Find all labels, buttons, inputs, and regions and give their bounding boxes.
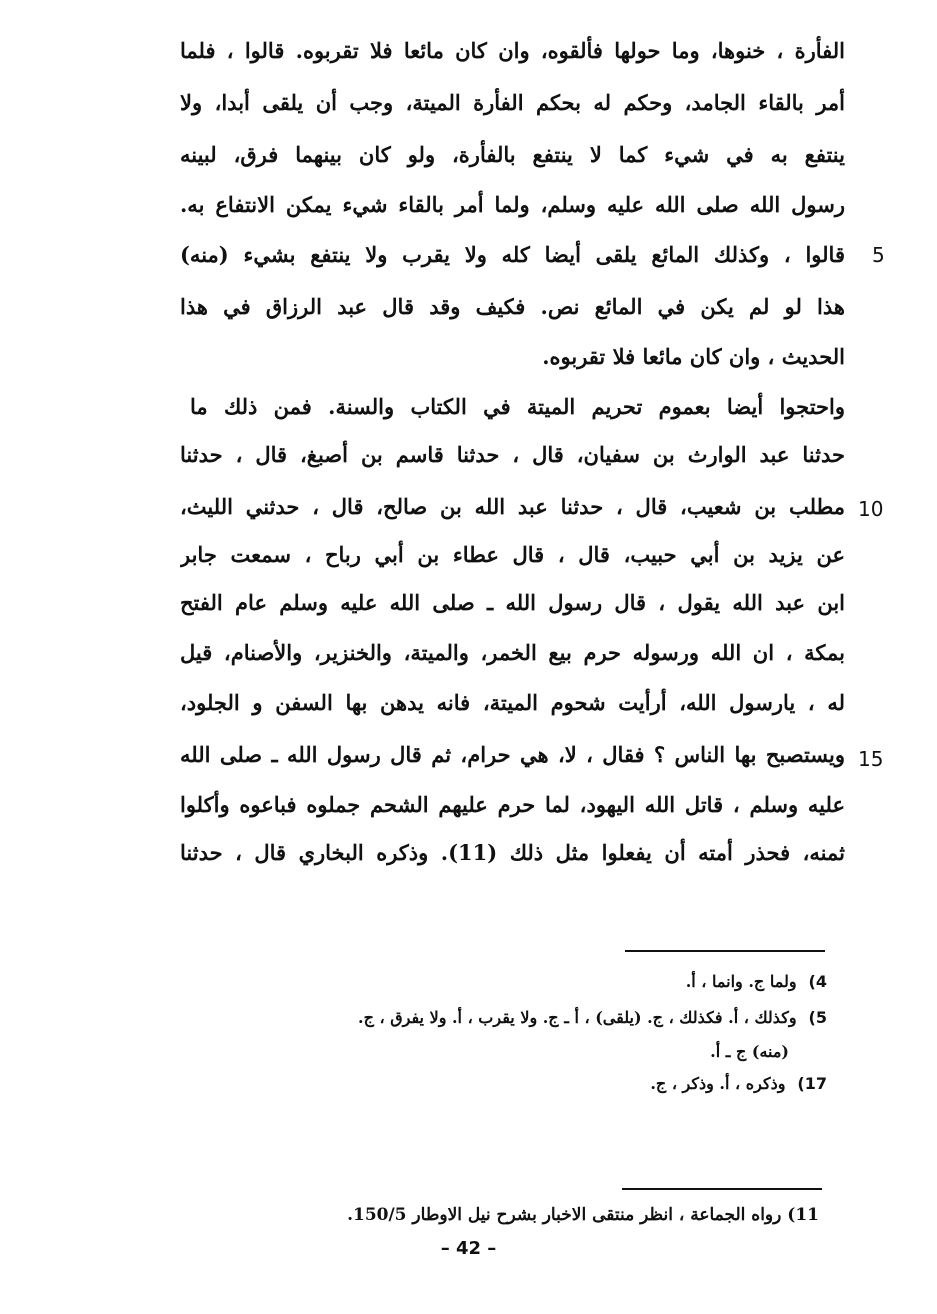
footnote-rule <box>622 1188 822 1190</box>
body-line: أمر بالقاء الجامد، وحكم له بحكم الفأرة الميتة، وجب أن يلقى أبدا، ولا <box>180 90 845 115</box>
variant-note-number: 17) <box>797 1074 827 1093</box>
body-line: ويستصبح بها الناس ؟ فقال ، لا، هي حرام، ثم قال رسول الله ـ صلى الله <box>180 742 845 767</box>
body-line: قالوا ، وكذلك المائع يلقى أيضا كله ولا يقرب ولا ينتفع بشيء (منه) <box>180 242 845 267</box>
body-line: ثمنه، فحذر أمته أن يفعلوا مثل ذلك (11). وذكره البخاري قال ، حدثنا <box>180 840 845 865</box>
body-line: عن يزيد بن أبي حبيب، قال ، قال عطاء بن أبي رباح ، سمعت جابر <box>180 542 845 567</box>
body-line: له ، يارسول الله، أرأيت شحوم الميتة، فانه يدهن بها السفن و الجلود، <box>180 690 845 715</box>
variant-note <box>710 1040 789 1064</box>
variant-note-text: وكذلك ، أ. فكذلك ، ج. (يلقى) ، أ ـ ج. ولا يقرب ، أ. ولا يفرق ، ج. <box>358 1008 797 1027</box>
line-number: 10 <box>858 497 884 521</box>
body-line: واحتجوا أيضا بعموم تحريم الميتة في الكتاب والسنة. فمن ذلك ما <box>190 394 845 419</box>
variant-note <box>650 1072 827 1096</box>
variant-note <box>686 970 827 994</box>
page-number: – 42 – <box>440 1238 497 1259</box>
variant-notes-rule <box>625 950 825 952</box>
variant-note-text: (منه) ج ـ أ. <box>710 1042 789 1061</box>
footnote-11: 11) رواه الجماعة ، انظر منتقى الاخبار بشرح نيل الاوطار 150/5. <box>347 1205 819 1225</box>
body-line: الحديث ، وان كان مائعا فلا تقربوه. <box>542 344 845 369</box>
line-number: 5 <box>872 243 885 267</box>
body-line: ابن عبد الله يقول ، قال رسول الله ـ صلى الله عليه وسلم عام الفتح <box>180 590 845 615</box>
body-line: مطلب بن شعيب، قال ، حدثنا عبد الله بن صالح، قال ، حدثني الليث، <box>180 494 845 519</box>
variant-note-text: وذكره ، أ. وذكر ، ج. <box>650 1074 786 1093</box>
body-line: بمكة ، ان الله ورسوله حرم بيع الخمر، والميتة، والخنزير، والأصنام، قيل <box>180 640 845 665</box>
variant-note-number: 5) <box>808 1008 827 1027</box>
variant-note <box>358 1006 827 1030</box>
variant-note-number: 4) <box>808 972 827 991</box>
body-line: هذا لو لم يكن في المائع نص. فكيف وقد قال عبد الرزاق في هذا <box>180 294 845 319</box>
body-line: حدثنا عبد الوارث بن سفيان، قال ، حدثنا قاسم بن أصبغ، قال ، حدثنا <box>180 442 845 467</box>
body-line: الفأرة ، خنوها، وما حولها فألقوه، وان كان مائعا فلا تقربوه. قالوا ، فلما <box>180 38 845 63</box>
body-line: رسول الله صلى الله عليه وسلم، ولما أمر بالقاء شيء يمكن الانتفاع به. <box>180 192 845 217</box>
line-number: 15 <box>858 747 884 771</box>
body-line: ينتفع به في شيء كما لا ينتفع بالفأرة، ولو كان بينهما فرق، لبينه <box>180 142 845 167</box>
variant-note-text: ولما ج. وانما ، أ. <box>685 972 797 991</box>
body-line: عليه وسلم ، قاتل الله اليهود، لما حرم عليهم الشحم جملوه فباعوه وأكلوا <box>180 792 845 817</box>
